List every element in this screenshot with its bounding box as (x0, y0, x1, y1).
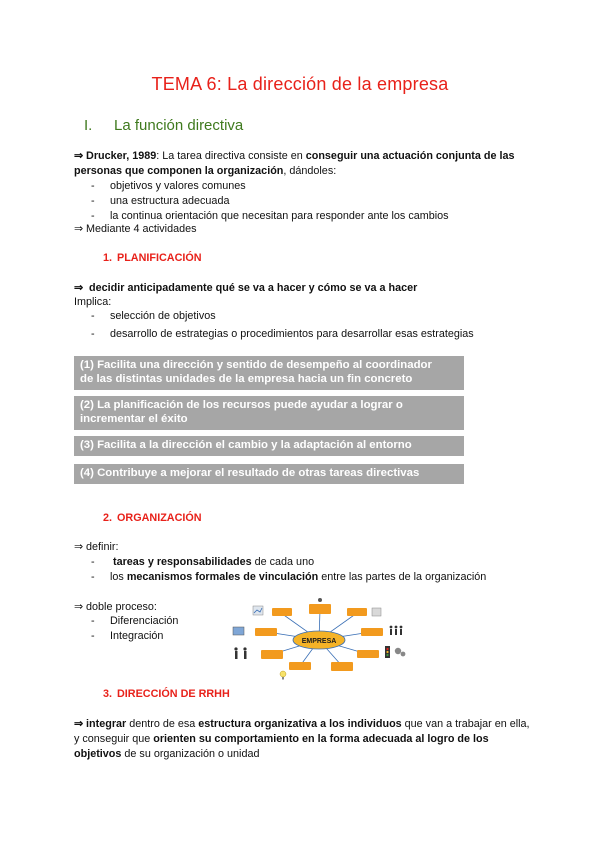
list-item: - una estructura adecuada (91, 195, 230, 207)
group-people-icon (390, 626, 403, 635)
planificacion-list (74, 309, 534, 342)
benefit-bar: (2) La planificación de los recursos puede ayudar a lograr o incrementar el éxito (74, 396, 464, 430)
benefit-bar: (4) Contribuye a mejorar el resultado de otras tareas directivas (74, 464, 464, 484)
drucker-bold-1: conseguir una actuación conjunta de las personas que componen la organización (74, 150, 515, 177)
list-item: - Diferenciación (91, 615, 179, 627)
diagram-box (261, 650, 283, 659)
people-icon (318, 598, 322, 602)
document-icon (372, 608, 381, 616)
benefit-bar: (1) Facilita una dirección y sentido de desempeño al coordinador de las distintas unidades de la empresa hacia un fin concreto (74, 356, 464, 390)
organizacion-list (74, 555, 534, 585)
diagram-box (289, 662, 311, 670)
planificacion-definition: ⇒ decidir anticipadamente qué se va a hacer y cómo se va a hacer (74, 282, 418, 294)
drucker-list (74, 179, 534, 224)
list-item: - selección de objetivos (91, 310, 216, 322)
drucker-name: Drucker, 1989 (86, 150, 157, 162)
gears-icon (395, 648, 406, 657)
traffic-light-icon (385, 646, 390, 658)
section-label: La función directiva (114, 117, 244, 134)
subsection-rrhh: 3. DIRECCIÓN DE RRHH (103, 688, 230, 700)
list-item: - tareas y responsabilidades de cada uno (91, 556, 315, 568)
rrhh-paragraph: ⇒ integrar dentro de esa estructura organizativa a los individuos que van a trabajar en ella, y conseguir que orienten su comportamiento en la forma adecuada al logro de los objetivos de su organización o unidad (74, 718, 530, 760)
list-item: - desarrollo de estrategias o procedimientos para desarrollar esas estrategias (91, 328, 474, 340)
diagram-box (272, 608, 292, 616)
arrow-icon: ⇒ (74, 282, 84, 294)
benefit-bar: (3) Facilita a la dirección el cambio y la adaptación al entorno (74, 436, 464, 456)
diagram-box (331, 662, 353, 671)
diagram-box (361, 628, 383, 636)
subsection-organizacion: 2. ORGANIZACIÓN (103, 512, 202, 524)
page-title: TEMA 6: La dirección de la empresa (151, 74, 449, 94)
list-item: - Integración (91, 630, 164, 642)
organization-diagram (225, 598, 413, 683)
arrow-icon: ⇒ (74, 718, 84, 730)
procesos-list (74, 614, 224, 644)
mediante-line: ⇒ Mediante 4 actividades (74, 223, 197, 235)
list-item: - objetivos y valores comunes (91, 180, 246, 192)
computer-icon (233, 627, 244, 635)
drucker-text-2: , dándoles: (283, 165, 337, 177)
drucker-text-1: : La tarea directiva consiste en (156, 150, 306, 162)
section-heading (84, 117, 243, 134)
drucker-paragraph (74, 149, 534, 179)
subsection-planificacion: 1. PLANIFICACIÓN (103, 252, 202, 264)
arrow-icon: ⇒ (74, 150, 84, 162)
lightbulb-icon (280, 671, 286, 680)
diagram-box (309, 604, 331, 614)
doble-proceso-label: ⇒ doble proceso: (74, 601, 157, 613)
definir-label: ⇒ definir: (74, 541, 119, 553)
diagram-box (347, 608, 367, 616)
list-item: - la continua orientación que necesitan para responder ante los cambios (91, 210, 449, 222)
empresa-label: EMPRESA (301, 638, 337, 645)
diagram-box (357, 650, 379, 658)
diagram-box (255, 628, 277, 636)
section-number: I. (84, 117, 93, 134)
list-item: - los mecanismos formales de vinculación entre las partes de la organización (91, 571, 487, 583)
handshake-icon (234, 647, 246, 659)
implica-label: Implica: (74, 296, 112, 308)
